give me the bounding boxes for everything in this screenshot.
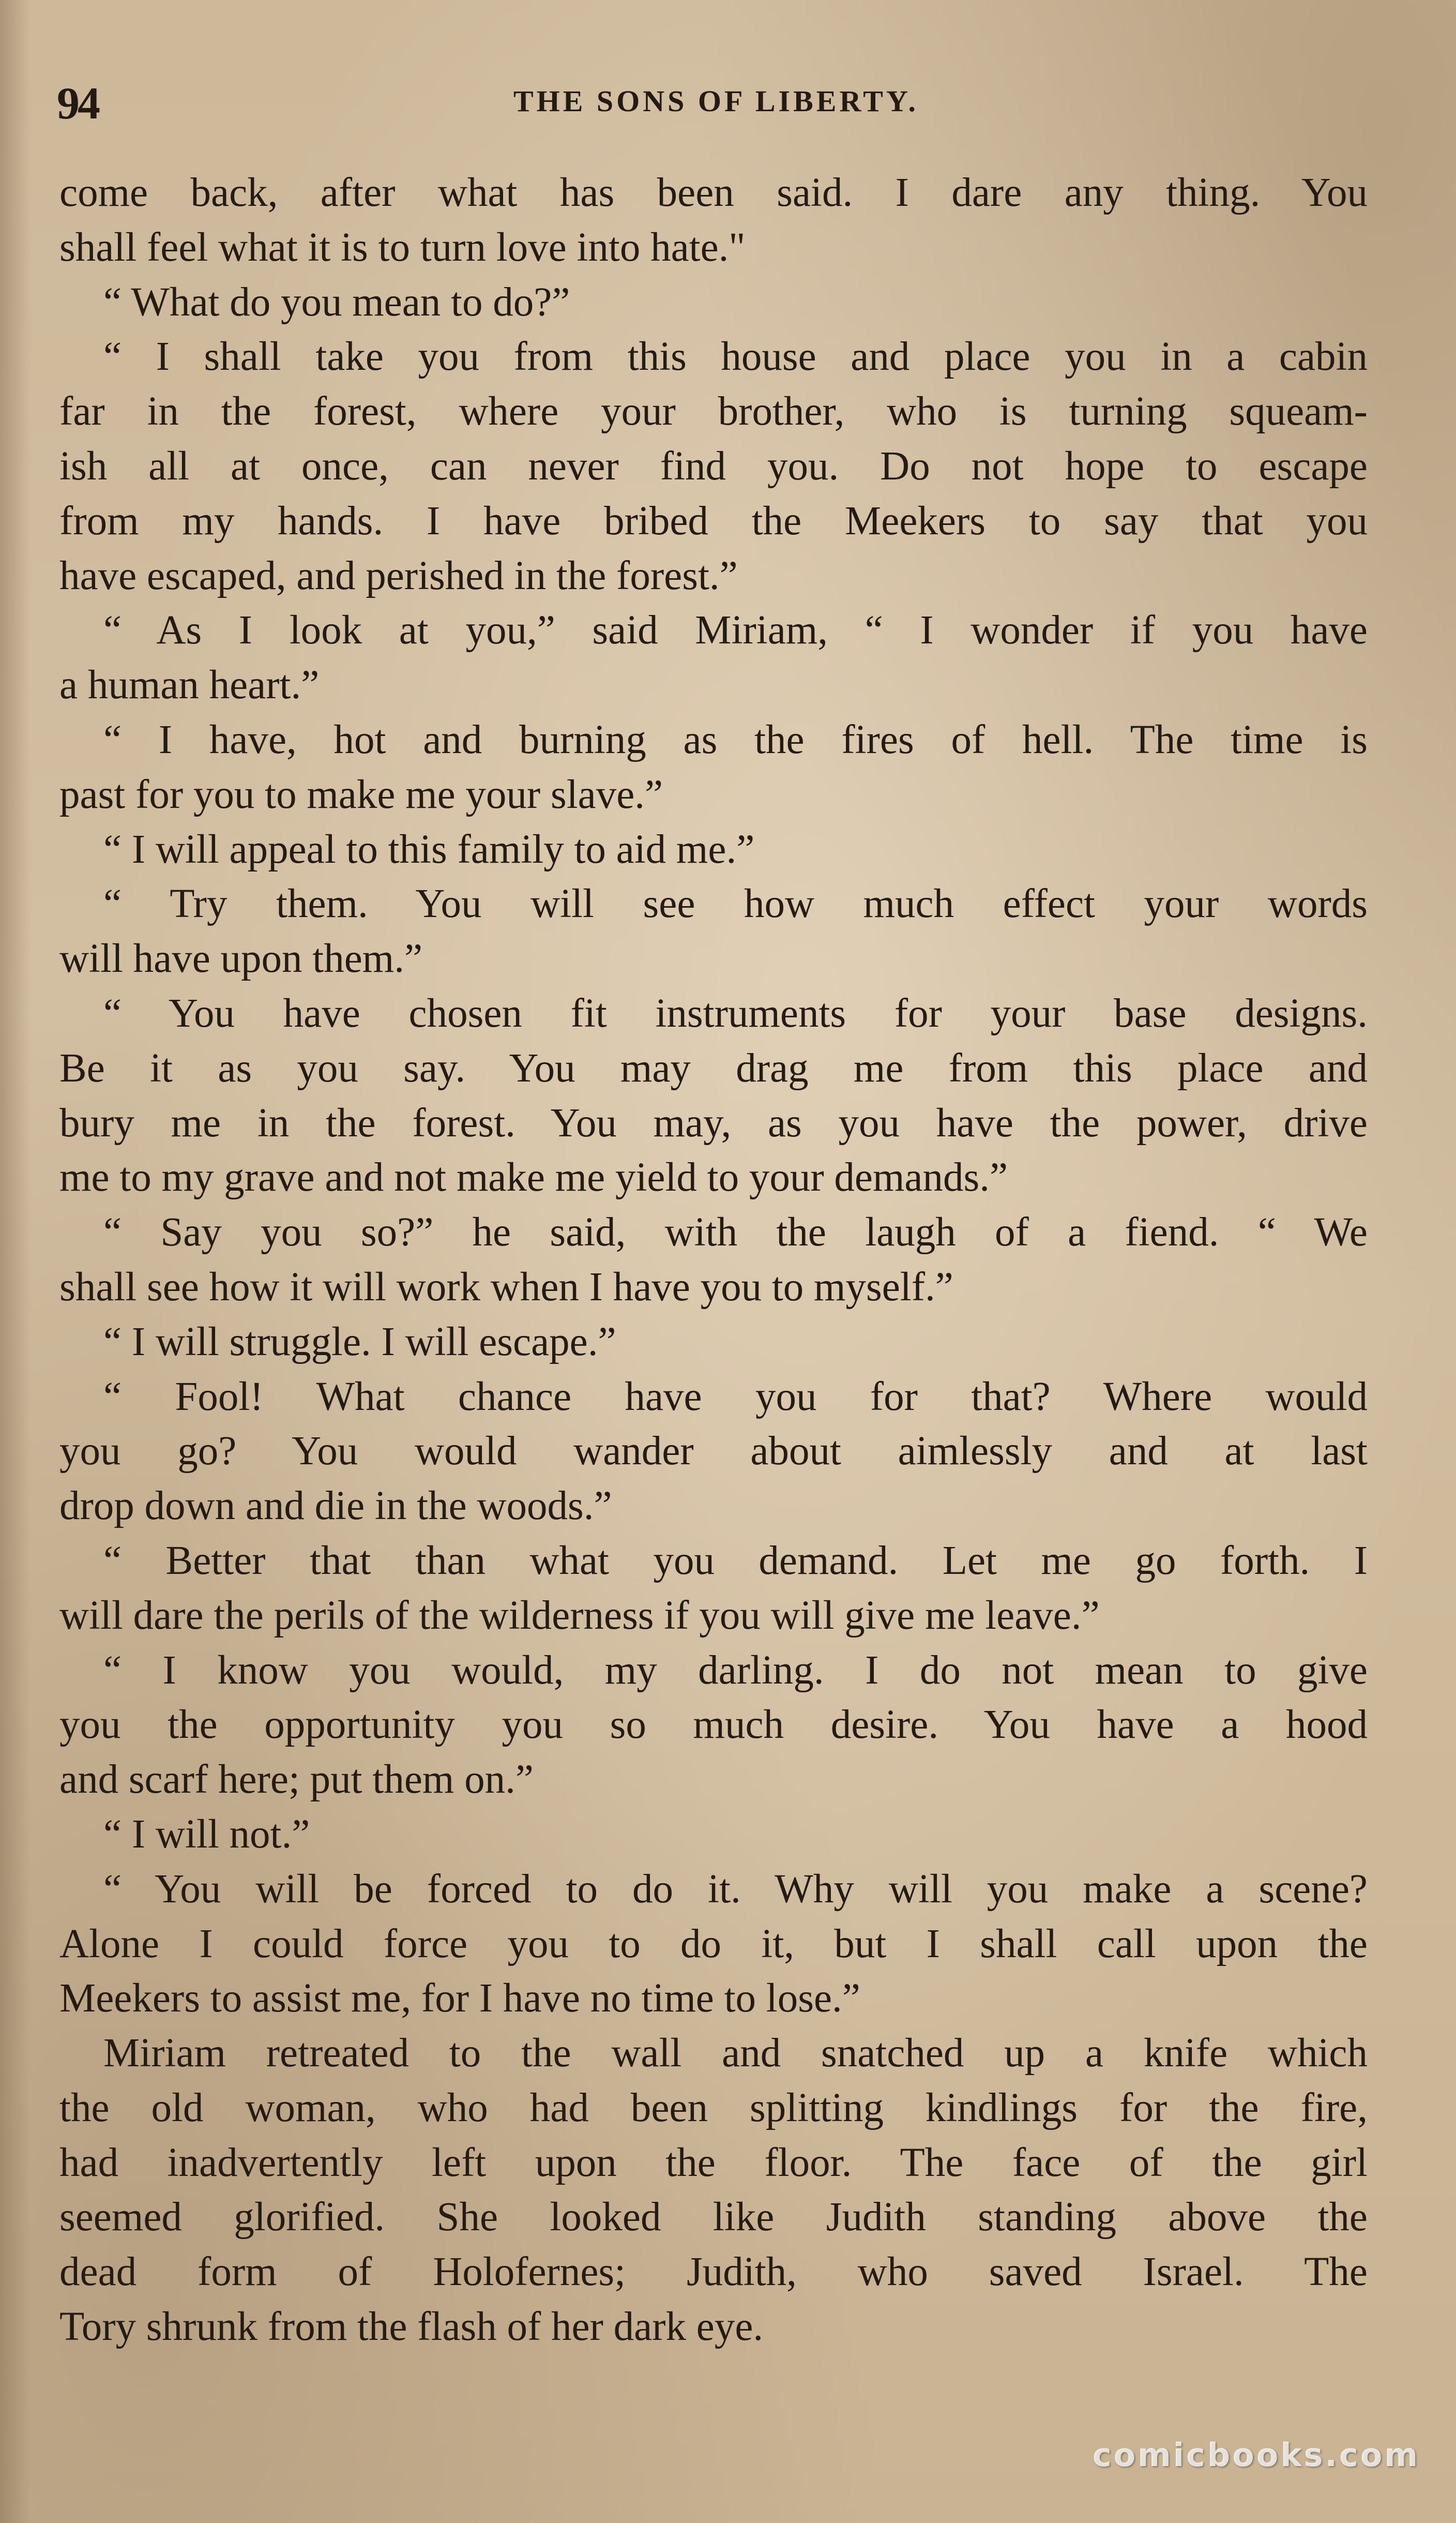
paragraph	[59, 166, 1368, 275]
text-line: come back, after what has been said. I dare any thing. You	[59, 170, 1368, 215]
paragraph	[59, 1205, 1368, 1315]
running-head: THE SONS OF LIBERTY.	[513, 84, 919, 118]
text-line: bury me in the forest. You may, as you have the power, drive	[59, 1100, 1368, 1146]
text-line: had inadvertently left upon the floor. The face of the girl	[59, 2140, 1368, 2185]
text-line: “ I have, hot and burning as the fires of hell. The time is	[103, 717, 1368, 762]
text-line: “ Fool! What chance have you for that? Where would	[103, 1374, 1368, 1419]
paragraph	[59, 1315, 1368, 1370]
text-line: will dare the perils of the wilderness if you will give me leave.”	[59, 1593, 1100, 1638]
paragraph	[59, 329, 1368, 603]
text-line: “ You have chosen fit instruments for your base designs.	[103, 990, 1368, 1036]
body-text	[59, 166, 1368, 2354]
paragraph	[59, 1370, 1368, 1534]
paragraph	[59, 275, 1368, 330]
paragraph	[59, 822, 1368, 877]
text-line: you the opportunity you so much desire. You have a hood	[59, 1702, 1368, 1748]
text-line: a human heart.”	[59, 663, 320, 708]
text-line: past for you to make me your slave.”	[59, 772, 663, 817]
text-line: “ I shall take you from this house and place you in a cabin	[103, 334, 1368, 380]
text-line: “ What do you mean to do?”	[103, 279, 570, 325]
text-line: “ I will struggle. I will escape.”	[103, 1319, 616, 1364]
text-line: and scarf here; put them on.”	[59, 1757, 534, 1803]
page-gutter-shadow	[0, 0, 31, 2523]
text-line: far in the forest, where your brother, who is turning squeam-	[59, 389, 1368, 434]
paragraph	[59, 1534, 1368, 1643]
paragraph	[59, 986, 1368, 1205]
paragraph	[59, 1643, 1368, 1807]
page-number: 94	[57, 79, 98, 129]
text-line: “ As I look at you,” said Miriam, “ I wonder if you have	[103, 608, 1368, 653]
text-line: from my hands. I have bribed the Meekers to say that you	[59, 498, 1368, 544]
text-line: you go? You would wander about aimlessly and at last	[59, 1429, 1368, 1474]
text-line: “ Try them. You will see how much effect your words	[103, 881, 1368, 927]
text-line: Tory shrunk from the flash of her dark eye.	[59, 2304, 764, 2350]
paragraph	[59, 2026, 1368, 2354]
text-line: “ Say you so?” he said, with the laugh of a fiend. “ We	[103, 1210, 1368, 1255]
text-line: “ Better that than what you demand. Let me go forth. I	[103, 1538, 1368, 1583]
text-line: will have upon them.”	[59, 936, 423, 982]
text-line: “ I know you would, my darling. I do not mean to give	[103, 1647, 1368, 1693]
paragraph	[59, 713, 1368, 822]
text-line: “ I will not.”	[103, 1811, 310, 1857]
text-line: “ I will appeal to this family to aid me.”	[103, 827, 755, 872]
page-header	[57, 78, 1375, 129]
text-line: drop down and die in the woods.”	[59, 1483, 612, 1529]
text-line: ish all at once, can never find you. Do not hope to escape	[59, 443, 1368, 489]
paragraph	[59, 1807, 1368, 1862]
text-line: have escaped, and perished in the forest.”	[59, 553, 738, 598]
text-line: dead form of Holofernes; Judith, who saved Israel. The	[59, 2249, 1368, 2295]
text-line: Alone I could force you to do it, but I shall call upon the	[59, 1921, 1368, 1966]
text-line: Be it as you say. You may drag me from this place and	[59, 1045, 1368, 1091]
text-line: Miriam retreated to the wall and snatched up a knife which	[103, 2031, 1368, 2076]
paragraph	[59, 603, 1368, 713]
text-line: the old woman, who had been splitting kindlings for the fire,	[59, 2085, 1368, 2130]
text-line: Meekers to assist me, for I have no time to lose.”	[59, 1976, 860, 2021]
text-line: seemed glorified. She looked like Judith standing above the	[59, 2195, 1368, 2240]
paragraph	[59, 1862, 1368, 2026]
text-line: shall see how it will work when I have you to myself.”	[59, 1264, 953, 1310]
text-line: me to my grave and not make me yield to your demands.”	[59, 1155, 1008, 1200]
paragraph	[59, 877, 1368, 986]
watermark: comicbooks.com	[1092, 2436, 1420, 2474]
text-line: “ You will be forced to do it. Why will you make a scene?	[103, 1866, 1368, 1912]
text-line: shall feel what it is to turn love into hate."	[59, 224, 746, 270]
